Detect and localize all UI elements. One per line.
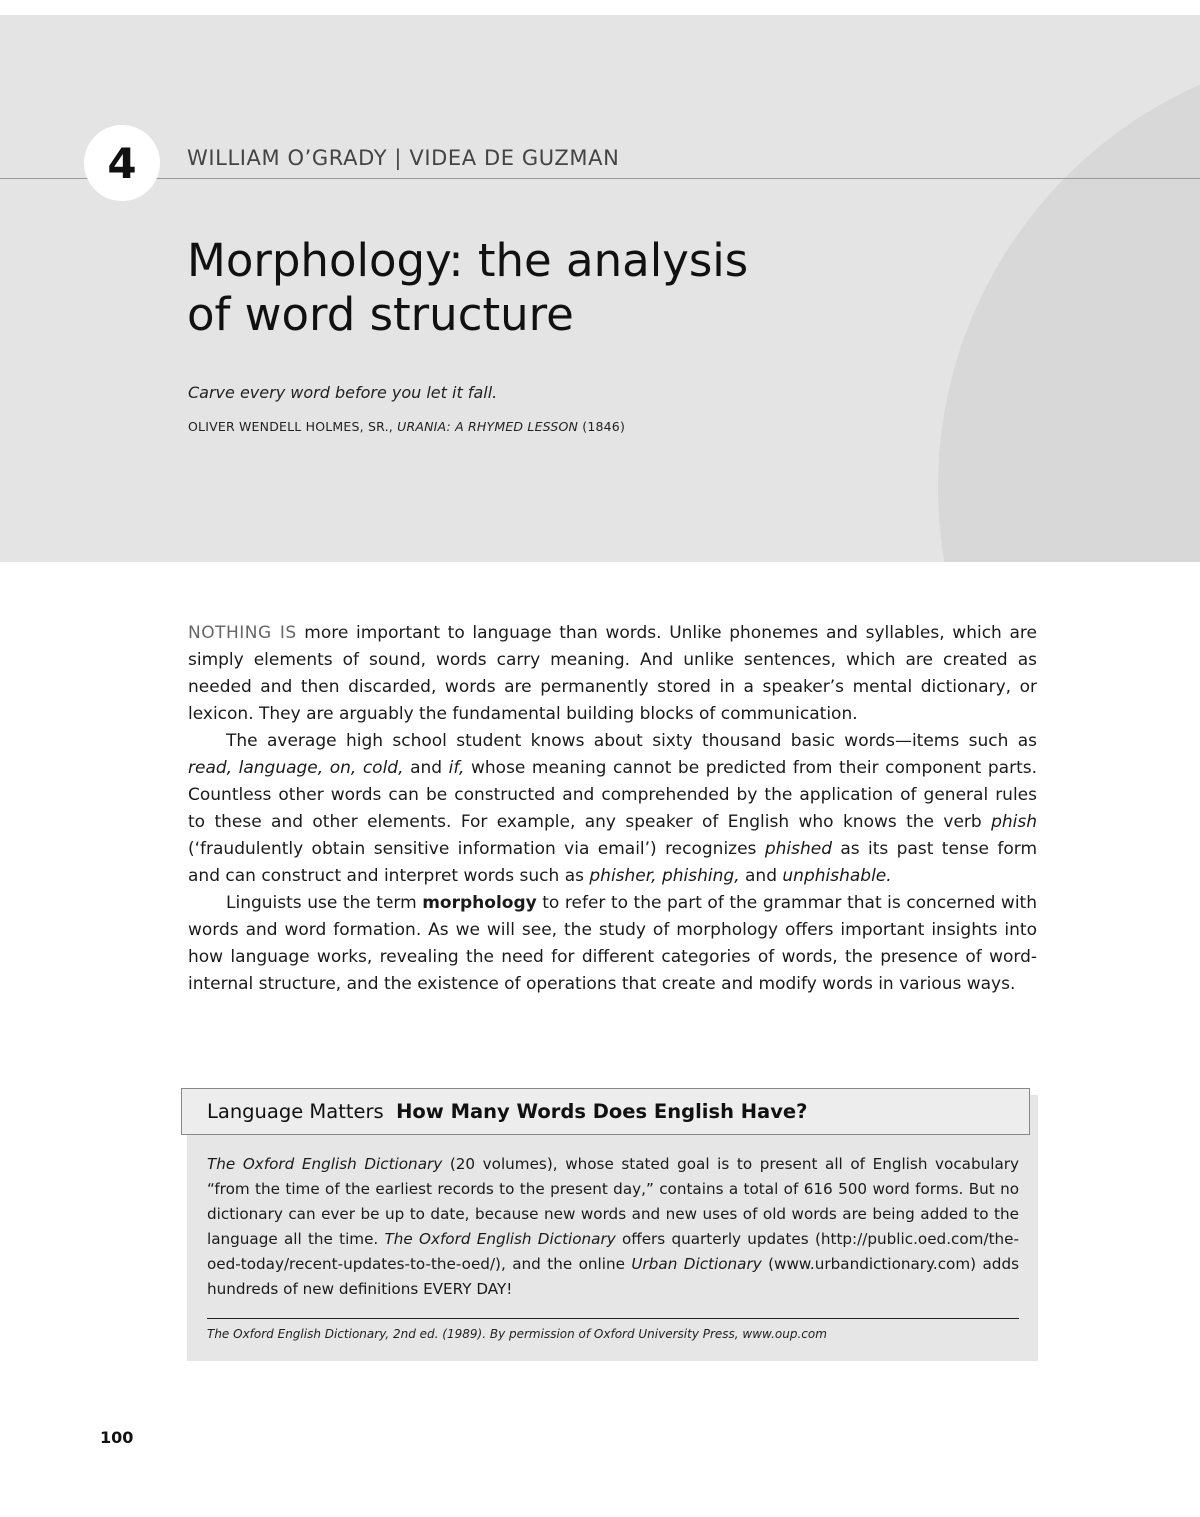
- p2-text-a: The average high school student knows about sixty thousand basic words—items such as: [226, 731, 1037, 751]
- chapter-number: 4: [84, 125, 160, 201]
- p2-text-b: and: [403, 758, 449, 778]
- language-matters-text: [207, 1152, 1019, 1302]
- p3-text-a: Linguists use the term: [226, 893, 423, 913]
- box-italic-3: Urban Dictionary: [631, 1255, 762, 1273]
- box-label: Language Matters: [207, 1100, 384, 1123]
- p2-italic-6: unphishable.: [782, 866, 892, 886]
- paragraph-2: [188, 728, 1037, 890]
- p2-text-f: and: [739, 866, 783, 886]
- paragraph-1-text: more important to language than words. Unlike phonemes and syllables, which are simply elements of sound, words carry meaning. And unlike sentences, which are created as needed and then discarded, words are permanently stored in a speaker’s mental dictionary, or lexicon. They are arguably the fundamental building blocks of communication.: [188, 623, 1037, 724]
- chapter-authors: WILLIAM O’GRADY | VIDEA DE GUZMAN: [187, 146, 620, 170]
- p2-italic-5: phisher, phishing,: [589, 866, 740, 886]
- box-credit-text: The Oxford English Dictionary, 2nd ed. (1989). By permission of Oxford University Press, www.oup.com: [207, 1327, 827, 1341]
- epigraph-author: OLIVER WENDELL HOLMES, SR.,: [188, 419, 398, 434]
- box-text-3: (www.urbandictionary.com) adds hundreds of new definitions EVERY DAY!: [207, 1255, 1019, 1298]
- p3-text-c: to refer to the part of the grammar that is concerned with words and word formation. As we will see, the study of morphology offers important insights into how language works, revealing the need for different categories of words, the presence of word-internal structure, and the existence of operations that create and modify words in various ways.: [188, 893, 1037, 994]
- body-text: [188, 620, 1037, 998]
- page-number: 100: [100, 1428, 134, 1447]
- p2-italic-2: if,: [448, 758, 465, 778]
- p2-text-d: (‘fraudulently obtain sensitive information via email’) recognizes: [188, 839, 765, 859]
- p3-term: morphology: [422, 893, 537, 913]
- decorative-arc: [938, 47, 1200, 562]
- paragraph-1: [188, 620, 1037, 728]
- p2-italic-3: phish: [991, 812, 1037, 832]
- box-italic-1: The Oxford English Dictionary: [207, 1155, 443, 1173]
- title-line-1: Morphology: the analysis: [187, 234, 749, 287]
- epigraph-year: (1846): [578, 419, 626, 434]
- p2-text-c: whose meaning cannot be predicted from their component parts. Countless other words can be constructed and comprehended by the application of general rules to these and other elements. For example, any speaker of English who knows the verb: [188, 758, 1038, 832]
- paragraph-3: [188, 890, 1037, 998]
- box-divider: [207, 1318, 1019, 1319]
- p2-italic-4: phished: [764, 839, 832, 859]
- language-matters-title-bar: [181, 1088, 1030, 1135]
- box-credit: [207, 1327, 827, 1341]
- language-matters-heading: [207, 1100, 807, 1123]
- chapter-title: [187, 234, 907, 342]
- box-text-2: offers quarterly updates (http://public.oed.com/the-oed-today/recent-updates-to-the-oed/), and the online: [207, 1230, 1019, 1273]
- box-text-1: (20 volumes), whose stated goal is to present all of English vocabulary “from the time of the earliest records to the present day,” contains a total of 616 500 word forms. But no dictionary can ever be up to date, because new words and new uses of old words are being added to the language all the time.: [207, 1155, 1019, 1248]
- p2-italic-1: read, language, on, cold,: [188, 758, 404, 778]
- epigraph-work: URANIA: A RHYMED LESSON: [397, 419, 579, 434]
- header-rule: [0, 178, 1200, 179]
- box-heading: How Many Words Does English Have?: [396, 1100, 808, 1123]
- paragraph-lead: NOTHING IS: [188, 623, 297, 643]
- box-italic-2: The Oxford English Dictionary: [384, 1230, 616, 1248]
- title-line-2: of word structure: [187, 288, 574, 341]
- p2-text-e: as its past tense form and can construct and interpret words such as: [188, 839, 1038, 886]
- epigraph-quote: Carve every word before you let it fall.: [188, 383, 498, 402]
- epigraph-attribution: [188, 419, 625, 434]
